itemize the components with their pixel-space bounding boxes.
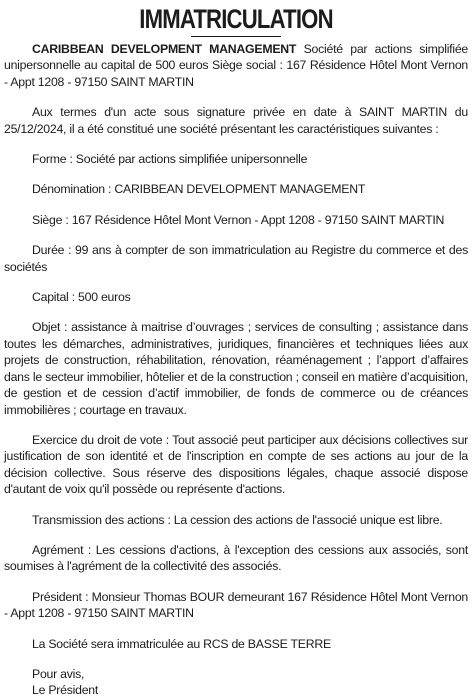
- paragraph-rcs: La Société sera immatriculée au RCS de BASSE TERRE: [32, 636, 331, 651]
- intro-text: Société par actions simplifiée unipersonnelle au capital de 500 euros Siège social : 167 Résidence Hôtel Mont Vernon - Appt 1208 - 97150 SAINT MARTIN: [4, 42, 468, 89]
- paragraph-transmission: Transmission des actions : La cession des actions de l'associé unique est libre.: [32, 512, 443, 527]
- paragraph-forme: Forme : Société par actions simplifiée unipersonnelle: [32, 152, 308, 167]
- paragraph-duree: Durée : 99 ans à compter de son immatriculation au Registre du commerce et des sociétés: [4, 243, 468, 274]
- signature-line-avis: Pour avis,: [32, 666, 85, 681]
- paragraph-siege: Siège : 167 Résidence Hôtel Mont Vernon - Appt 1208 - 97150 SAINT MARTIN: [32, 212, 445, 227]
- paragraph-vote: Exercice du droit de vote : Tout associé peut participer aux décisions collectives sur justification de son identité et de l'inscription en compte de ses actions au jour de la décision collective. Sous réserve des dispositions légales, chaque associé dispose d'autant de voix qu'il possède ou représente d'actions.: [4, 432, 468, 497]
- intro-paragraph: [4, 41, 468, 90]
- company-name: CARIBBEAN DEVELOPMENT MANAGEMENT: [32, 42, 297, 56]
- signature-line-president: Le Président: [32, 683, 99, 698]
- paragraph-acte: Aux termes d'un acte sous signature privée en date à SAINT MARTIN du 25/12/2024, il a été constitué une société présentant les caractéristiques suivantes :: [4, 105, 468, 136]
- paragraph-agrement: Agrément : Les cessions d'actions, à l'exception des cessions aux associés, sont soumises à l'agrément de la collectivité des associés.: [4, 542, 468, 574]
- paragraph-objet: Objet : assistance à maitrise d’ouvrages ; services de consulting ; assistance dans toutes les démarches, administratives, juridiques, financières et techniques liées aux projets de construction, réhabilitation, rénovation, réaménagement ; l’apport d’affaires dans le secteur immobilier, hôtelier et de la construction ; conseil en matière d’acquisition, de gestion et de cession d’actif immobilier, de fonds de commerce ou de créances immobilières ; courtage en travaux.: [4, 320, 468, 417]
- title-underline: [191, 36, 281, 37]
- paragraph-capital: Capital : 500 euros: [32, 290, 131, 305]
- signature-block: [4, 666, 468, 699]
- paragraph-president: Président : Monsieur Thomas BOUR demeurant 167 Résidence Hôtel Mont Vernon - Appt 1208 - 97150 SAINT MARTIN: [4, 589, 468, 621]
- notice-title: IMMATRICULATION: [139, 4, 333, 34]
- paragraph-denomination: Dénomination : CARIBBEAN DEVELOPMENT MANAGEMENT: [32, 182, 366, 197]
